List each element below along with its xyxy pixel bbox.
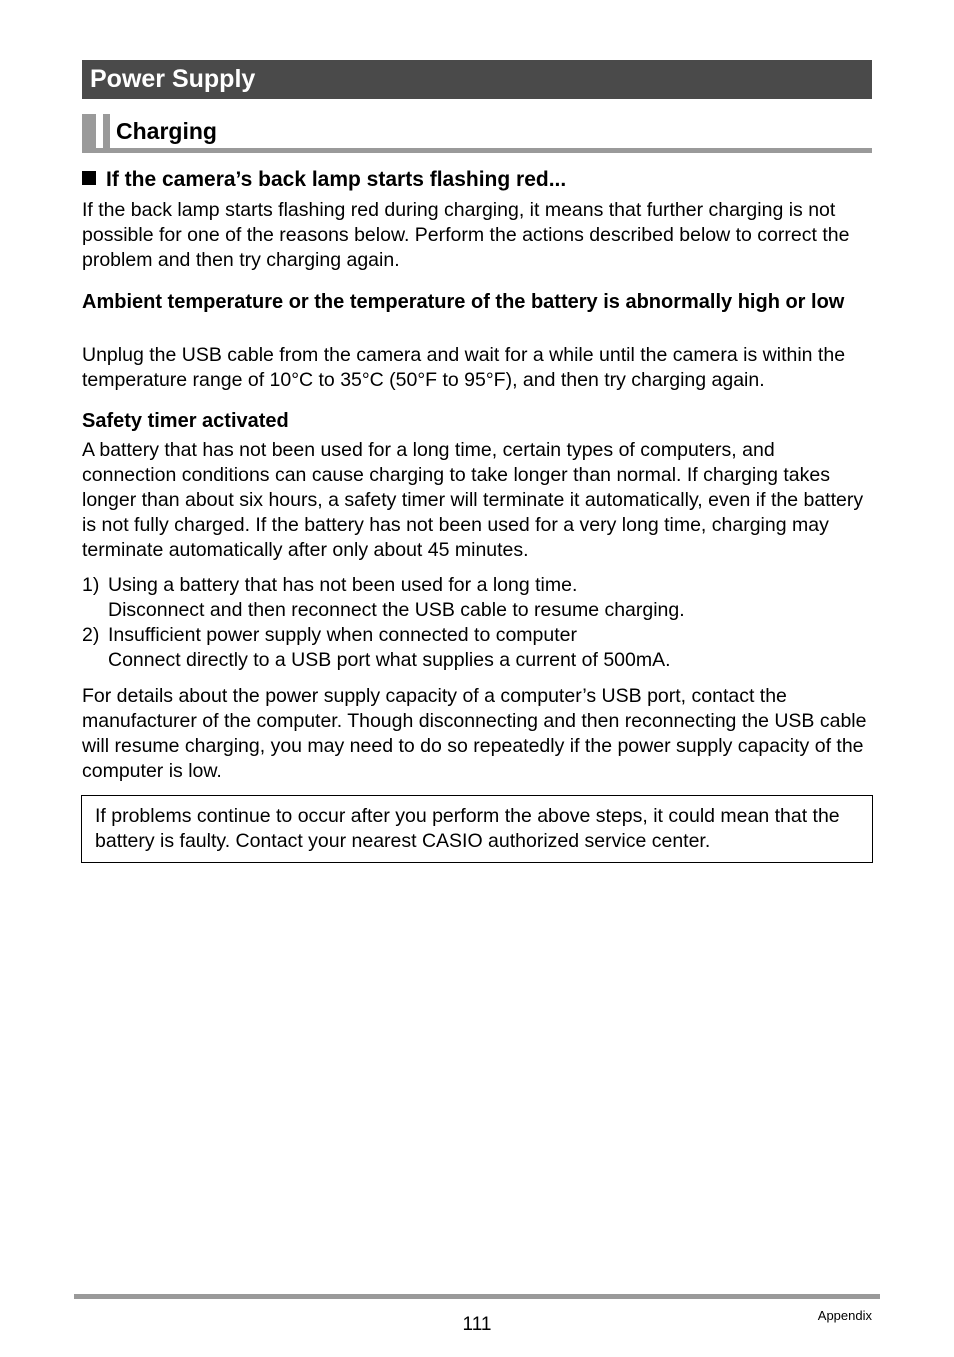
square-bullet-icon	[82, 171, 96, 185]
subsection-underline	[82, 148, 872, 153]
page-number: 111	[462, 1314, 492, 1335]
section-title-bar	[82, 60, 872, 99]
subsection-title: Charging	[116, 118, 217, 144]
details-paragraph: For details about the power supply capacity of a computer’s USB port, contact the manufacturer of the computer. Though disconnecting and then reconnecting the USB cable will resume charging, you may need to do so repeatedly if the power supply capacity of the computer is low.	[82, 685, 867, 782]
footer-divider	[74, 1294, 880, 1299]
safety-paragraph: A battery that has not been used for a long time, certain types of computers, and connection conditions can cause charging to take longer than normal. If charging takes longer than about six hours, a safety timer will terminate it automatically, even if the battery is not fully charged. If the battery has not been used for a very long time, charging may terminate automatically after only about 45 minutes.	[82, 439, 864, 561]
lamp-heading	[82, 167, 566, 193]
list-item	[82, 623, 872, 673]
subsection-header	[82, 114, 872, 153]
temperature-paragraph: Unplug the USB cable from the camera and wait for a while until the camera is within the temperature range of 10°C to 35°C (50°F to 95°F), and then try charging again.	[82, 344, 846, 391]
list-item-action: Connect directly to a USB port what supplies a current of 500mA.	[108, 649, 671, 671]
list-item-action: Disconnect and then reconnect the USB cable to resume charging.	[108, 599, 685, 621]
section-title: Power Supply	[90, 65, 256, 93]
intro-paragraph: If the back lamp starts flashing red during charging, it means that further charging is not possible for one of the reasons below. Perform the actions described below to correct the problem and then try charging again.	[82, 199, 850, 271]
footer-section-label: Appendix	[817, 1308, 872, 1323]
safety-heading: Safety timer activated	[82, 410, 289, 432]
cause-list	[82, 573, 872, 673]
list-item-number: 1)	[82, 574, 100, 596]
list-item-cause: Using a battery that has not been used for a long time.	[108, 574, 578, 596]
list-item-number: 2)	[82, 624, 100, 646]
list-item-cause: Insufficient power supply when connected to computer	[108, 624, 577, 646]
note-box: If problems continue to occur after you perform the above steps, it could mean that the battery is faulty. Contact your nearest CASIO authorized service center.	[81, 795, 873, 863]
subsection-marker-wide	[82, 114, 96, 149]
temperature-heading: Ambient temperature or the temperature of the battery is abnormally high or low	[82, 291, 845, 313]
subsection-marker-narrow	[103, 114, 110, 149]
list-item	[82, 573, 872, 623]
lamp-heading-text: If the camera’s back lamp starts flashing red...	[106, 168, 567, 191]
